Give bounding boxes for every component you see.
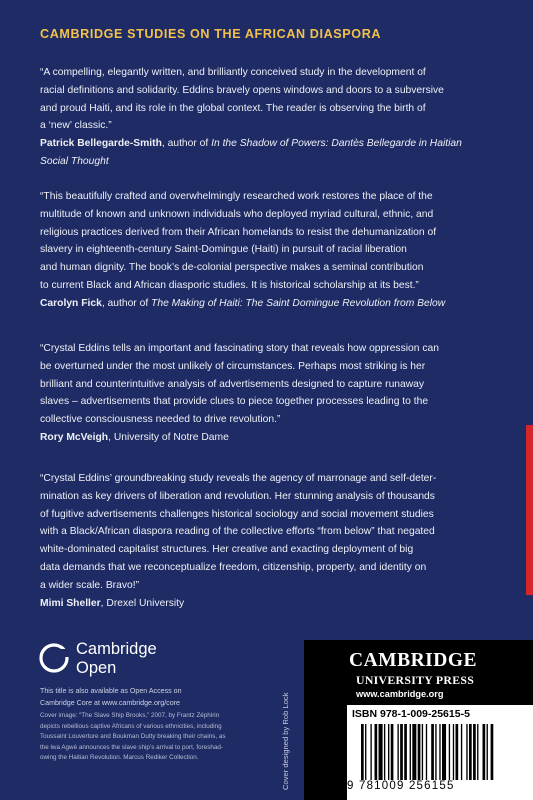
- quote-line: “Crystal Eddins’ groundbreaking study reveals the agency of marronage and self-deter-: [40, 473, 437, 484]
- book-title: In the Shadow of Powers: Dantès Bellegarde in Haitian: [211, 138, 462, 150]
- blurb-author: Carolyn Fick: [40, 297, 102, 309]
- barcode-number: 9 781009 256155: [347, 780, 455, 792]
- credit-line: Cover image: “The Slave Ship Brooks,” 2007, by Frantz Zéphirin: [40, 712, 220, 719]
- credit-line: the lwa Agwé announces the slave ship’s arrival to port, foreshad-: [40, 743, 223, 751]
- logo-wordmark: [76, 640, 157, 678]
- quote-line: a wider scale. Bravo!”: [40, 579, 140, 591]
- credit-line: owing the Haitian Revolution. Marcus Rediker Collection.: [40, 754, 199, 762]
- quote-line: of fugitive advertisements challenges historical sociology and social movement studies: [40, 508, 434, 520]
- cover-image-credit: [40, 711, 262, 764]
- blurb-quote: [40, 64, 490, 135]
- blurb-affiliation: , Drexel University: [100, 597, 185, 609]
- quote-line: data demands that we reconceptualize freedom, citizenship, property, and identity on: [40, 561, 427, 573]
- blurb-fick: [40, 188, 490, 313]
- book-title: Social Thought: [40, 155, 109, 167]
- cover-design-credit: [279, 640, 291, 790]
- publisher-name: CAMBRIDGE: [349, 650, 478, 671]
- blurb-affiliation: , University of Notre Dame: [108, 431, 229, 443]
- blurb-attribution: [40, 295, 490, 313]
- quote-line: to current Black and African diasporic studies. It is historical scholarship at its best.”: [40, 279, 419, 291]
- quote-line: be overturned under the most unlikely of circumstances. Perhaps most striking is her: [40, 360, 426, 372]
- credit-line: depicts rebellious captive Africans of various ethnicities, including: [40, 722, 222, 730]
- blurb-bellegarde-smith: [40, 64, 490, 171]
- publisher-subtitle: UNIVERSITY PRESS: [356, 673, 475, 687]
- logo-line: Open: [76, 659, 117, 677]
- quote-line: multitude of known and unknown individuals who deployed myriad cultural, ethnic, and: [40, 208, 434, 220]
- blurb-quote: [40, 470, 490, 595]
- publisher-box: [304, 640, 533, 800]
- design-credit-text: Cover designed by Rob Lock: [281, 692, 290, 790]
- quote-line: religious practices derived from their African homelands to resist the dehumanization of: [40, 226, 437, 238]
- publisher-url: www.cambridge.org: [356, 689, 444, 699]
- blurb-quote: [40, 340, 490, 429]
- note-line: Cambridge Core at www.cambridge.org/core: [40, 698, 180, 707]
- quote-line: with a Black/African diaspora reading of the collective efforts “from below” that negated: [40, 526, 435, 538]
- quote-line: slaves – advertisements that provide clues to piece together processes leading to the: [40, 396, 429, 408]
- blurb-quote: [40, 188, 490, 295]
- logo-line: Cambridge: [76, 640, 157, 658]
- quote-line: mination as key drivers of liberation and revolution. Her stunning analysis of thousands: [40, 490, 435, 502]
- quote-line: “A compelling, elegantly written, and brilliantly conceived study in the development of: [40, 67, 426, 78]
- blurb-sheller: [40, 470, 490, 612]
- open-access-icon: [38, 642, 70, 674]
- open-access-note: [40, 686, 250, 709]
- cambridge-open-logo: [38, 640, 198, 680]
- quote-line: “Crystal Eddins tells an important and fascinating story that reveals how oppression can: [40, 343, 439, 354]
- note-line: This title is also available as Open Access on: [40, 687, 182, 695]
- quote-line: racial definitions and solidarity. Eddins bravely opens windows and doors to a subversive: [40, 84, 444, 96]
- quote-line: a ‘new’ classic.”: [40, 120, 112, 132]
- blurb-attribution: [40, 595, 490, 613]
- quote-line: and human dignity. The book’s de-colonial perspective makes a seminal contribution: [40, 262, 424, 274]
- blurb-mcveigh: [40, 340, 490, 447]
- blurb-author: Rory McVeigh: [40, 431, 109, 443]
- quote-line: brilliant and counterintuitive analysis of advertisements designed to capture runaway: [40, 378, 425, 390]
- accent-bar: [526, 425, 533, 595]
- barcode-icon: [361, 724, 531, 780]
- blurb-affiliation: , author of: [101, 297, 152, 309]
- quote-line: and proud Haiti, and its role in the global context. The reader is observing the birth of: [40, 102, 426, 114]
- isbn-label: ISBN 978-1-009-25615-5: [352, 708, 470, 720]
- blurb-attribution: [40, 135, 490, 171]
- blurb-attribution: [40, 429, 490, 447]
- book-title: The Making of Haiti: The Saint Domingue Revolution from Below: [151, 297, 446, 309]
- quote-line: collective consciousness needed to drive revolution.”: [40, 414, 281, 426]
- series-title: CAMBRIDGE STUDIES ON THE AFRICAN DIASPORA: [40, 27, 382, 41]
- credit-line: Toussaint Louverture and Boukman Dutty breaking their chains, as: [40, 733, 226, 741]
- barcode-area: [347, 705, 533, 800]
- quote-line: “This beautifully crafted and overwhelmingly researched work restores the place of the: [40, 191, 433, 202]
- quote-line: white-dominated capitalist structures. Her creative and exacting deployment of big: [40, 544, 414, 556]
- blurb-author: Mimi Sheller: [40, 597, 101, 609]
- blurb-affiliation: , author of: [161, 138, 212, 150]
- blurb-author: Patrick Bellegarde-Smith: [40, 138, 162, 150]
- quote-line: slavery in eighteenth-century Saint-Domingue (Haiti) in pursuit of racial liberation: [40, 244, 407, 256]
